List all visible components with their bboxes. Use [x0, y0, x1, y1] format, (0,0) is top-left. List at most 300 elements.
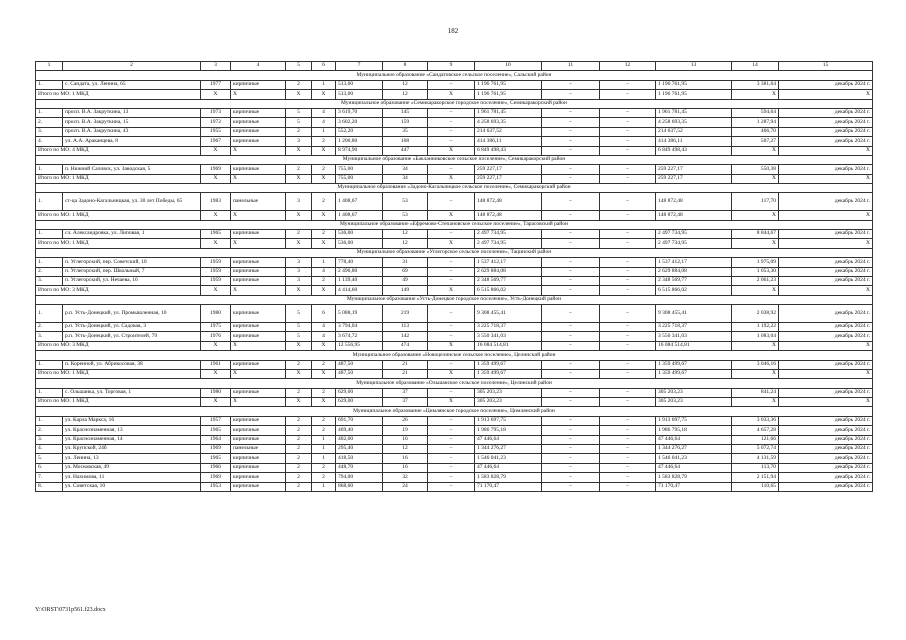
table-cell: Итого по МО: 1 МКД [36, 398, 201, 407]
table-cell: 12 [383, 80, 428, 89]
table-cell: 1 192,22 [732, 322, 779, 331]
table-cell: 1972 [201, 118, 231, 127]
table-cell: 1 196 761,95 [656, 90, 732, 99]
table-cell: – [542, 426, 600, 435]
table-cell: 1 200,80 [336, 137, 383, 146]
table-cell: 2. [36, 118, 63, 127]
table-cell: кирпичные [231, 127, 286, 136]
table-cell: 2 [312, 137, 336, 146]
table-cell: X [779, 398, 873, 407]
table-cell: кирпичные [231, 277, 286, 286]
table-cell: декабрь 2024 г. [779, 332, 873, 341]
table-cell: Муниципальное образование «Сандатовское сельское поселение», Сальский район [36, 71, 873, 80]
table-cell: X [286, 369, 312, 378]
table-cell: X [201, 286, 231, 295]
table-cell: – [600, 426, 656, 435]
table-cell: Муниципальное образование «Ольшанское сельское поселение», Целинский район [36, 379, 873, 388]
table-cell: – [600, 267, 656, 276]
table-cell: – [542, 463, 600, 472]
table-cell: 2 [286, 473, 312, 482]
table-cell: – [542, 146, 600, 155]
table-cell: 2 348 569,77 [475, 277, 542, 286]
table-cell: 1 [312, 80, 336, 89]
table-cell: Муниципальное образование «Усть-Донецкое городское поселение», Усть-Донецкий район [36, 295, 873, 304]
table-cell: 1969 [201, 473, 231, 482]
table-cell: 4 [312, 118, 336, 127]
table-cell: р.п. Усть-Донецкий, ул. Промышленная, 10 [63, 305, 201, 323]
table-cell: 259 227,17 [656, 165, 732, 174]
table-cell: 6 515 866,02 [656, 286, 732, 295]
table-cell: 469,40 [336, 426, 383, 435]
table-cell: декабрь 2024 г. [779, 80, 873, 89]
table-row [36, 80, 873, 89]
table-cell: Муниципальное образование «Углегорское сельское поселение», Тацинский район [36, 248, 873, 257]
table-cell: 9 308 455,41 [475, 305, 542, 323]
table-cell: X [201, 174, 231, 183]
table-cell: п. Углегорский, ул. Нечаева, 16 [63, 277, 201, 286]
table-cell: 6. [36, 463, 63, 472]
table-cell: 8. [36, 482, 63, 491]
table-cell: – [428, 80, 475, 89]
table-cell: – [542, 258, 600, 267]
table-cell: – [428, 322, 475, 331]
table-cell: 1 359 499,67 [475, 369, 542, 378]
table-cell: ул. Советская, 10 [63, 482, 201, 491]
total-row [36, 286, 873, 295]
table-cell: X [286, 286, 312, 295]
table-cell: X [312, 174, 336, 183]
table-cell: 1965 [201, 230, 231, 239]
table-cell: – [428, 463, 475, 472]
table-cell: 305 203,23 [475, 388, 542, 397]
table-cell: Муниципальное образование «Бакланниковское сельское поселение», Семикаракорский район [36, 155, 873, 164]
section-title-row [36, 99, 873, 108]
table-cell: 1. [36, 258, 63, 267]
table-cell: кирпичные [231, 165, 286, 174]
table-cell: 148 872,48 [656, 211, 732, 220]
table-cell: кирпичные [231, 305, 286, 323]
table-cell: 14 [732, 62, 779, 71]
table-cell: – [542, 445, 600, 454]
table-cell: – [600, 473, 656, 482]
table-cell: 2 [286, 416, 312, 425]
table-cell: 1 139,40 [336, 277, 383, 286]
table-cell: X [231, 369, 286, 378]
table-cell: 3 381,64 [732, 80, 779, 89]
table-cell: – [542, 322, 600, 331]
table-cell: п. Коренной, ул. Абрикосовая, 38 [63, 360, 201, 369]
table-cell: 3 794,04 [336, 322, 383, 331]
table-cell: ул. Нахимова, 11 [63, 473, 201, 482]
table-cell: – [542, 435, 600, 444]
table-cell: 1976 [201, 332, 231, 341]
table-cell: 1973 [201, 108, 231, 117]
table-row [36, 137, 873, 146]
table-cell: просп. В.А. Закруткина, 15 [63, 118, 201, 127]
table-cell: декабрь 2024 г. [779, 267, 873, 276]
table-cell: кирпичные [231, 426, 286, 435]
table-cell: 1. [36, 108, 63, 117]
table-cell: декабрь 2024 г. [779, 118, 873, 127]
table-cell: 2 497 734,95 [656, 239, 732, 248]
table-cell: 2 [312, 426, 336, 435]
table-cell: декабрь 2024 г. [779, 108, 873, 117]
table-cell: X [201, 90, 231, 99]
table-cell: X [428, 341, 475, 350]
table-cell: 1 359 499,67 [475, 360, 542, 369]
table-cell: 113 [383, 322, 428, 331]
table-cell: – [600, 174, 656, 183]
table-cell: X [312, 341, 336, 350]
table-cell: X [732, 369, 779, 378]
table-cell: 142 [383, 332, 428, 341]
table-cell: 1 [312, 445, 336, 454]
table-cell: – [428, 127, 475, 136]
table-cell: с. Ольшанка, ул. Торговая, 1 [63, 388, 201, 397]
table-cell: 1 287,94 [732, 118, 779, 127]
table-cell: 16 [383, 463, 428, 472]
table-cell: 629,00 [336, 398, 383, 407]
table-cell: – [428, 137, 475, 146]
table-row [36, 445, 873, 454]
section-title-row [36, 155, 873, 164]
table-cell: декабрь 2024 г. [779, 482, 873, 491]
table-cell: 2 [286, 388, 312, 397]
table-cell: 21 [383, 369, 428, 378]
table-cell: 2 [286, 463, 312, 472]
table-cell: – [428, 445, 475, 454]
table-cell: X [732, 146, 779, 155]
table-cell: Муниципальное образование «Семикаракорское городское поселение», Семикаракорский район [36, 99, 873, 108]
table-cell: X [286, 174, 312, 183]
table-cell: 16 084 514,81 [475, 341, 542, 350]
table-cell: 4 [231, 62, 286, 71]
table-cell: – [542, 211, 600, 220]
table-cell: 2. [36, 322, 63, 331]
table-cell: декабрь 2024 г. [779, 305, 873, 323]
table-cell: 2 [286, 230, 312, 239]
table-cell: 2 [286, 482, 312, 491]
table-cell: 1964 [201, 435, 231, 444]
table-cell: декабрь 2024 г. [779, 388, 873, 397]
table-cell: X [312, 90, 336, 99]
table-cell: 1. [36, 305, 63, 323]
table-cell: 1 546 041,23 [656, 454, 732, 463]
table-cell: 7. [36, 473, 63, 482]
table-cell: 1 986 795,18 [656, 426, 732, 435]
table-cell: 414 386,11 [475, 137, 542, 146]
table-cell: декабрь 2024 г. [779, 435, 873, 444]
table-cell: 2 [312, 277, 336, 286]
table-cell: 778,40 [336, 258, 383, 267]
table-cell: X [201, 146, 231, 155]
table-cell: Итого по МО: 3 МКД [36, 341, 201, 350]
table-cell: Итого по МО: 3 МКД [36, 286, 201, 295]
table-cell: 1966 [201, 463, 231, 472]
table-cell: 1969 [201, 165, 231, 174]
table-cell: декабрь 2024 г. [779, 454, 873, 463]
table-cell: X [779, 341, 873, 350]
table-cell: 2 [312, 388, 336, 397]
table-cell: X [286, 398, 312, 407]
table-cell: 4 258 693,35 [475, 118, 542, 127]
table-cell: 1961 [201, 360, 231, 369]
table-cell: – [600, 90, 656, 99]
housing-table [35, 61, 873, 492]
table-cell: 4 [312, 108, 336, 117]
section-title-row [36, 184, 873, 193]
table-cell: – [600, 193, 656, 211]
table-cell: 71 170,47 [475, 482, 542, 491]
table-cell: – [542, 165, 600, 174]
table-cell: – [542, 277, 600, 286]
table-cell: 1 913 697,75 [656, 416, 732, 425]
table-cell: – [542, 473, 600, 482]
table-cell: декабрь 2024 г. [779, 127, 873, 136]
table-cell: – [542, 127, 600, 136]
section-title-row [36, 407, 873, 416]
table-cell: 6 [312, 305, 336, 323]
table-cell: 1. [36, 416, 63, 425]
table-cell: 3. [36, 127, 63, 136]
table-cell: – [542, 305, 600, 323]
table-cell: 16 [383, 435, 428, 444]
total-row [36, 211, 873, 220]
table-cell: X [779, 369, 873, 378]
table-cell: 21 [383, 360, 428, 369]
table-cell: 113,70 [732, 463, 779, 472]
table-cell: 9 308 455,41 [656, 305, 732, 323]
table-row [36, 482, 873, 491]
table-row [36, 305, 873, 323]
table-cell: 108 [383, 137, 428, 146]
table-cell: 2 497 734,95 [656, 230, 732, 239]
table-cell: X [312, 286, 336, 295]
table-cell: – [600, 258, 656, 267]
table-cell: 12 [383, 90, 428, 99]
table-cell: декабрь 2024 г. [779, 445, 873, 454]
table-cell: – [428, 388, 475, 397]
table-cell: 755,00 [336, 165, 383, 174]
table-cell: – [542, 454, 600, 463]
table-cell: – [600, 146, 656, 155]
table-cell: 5 [286, 62, 312, 71]
table-cell: 12 [383, 445, 428, 454]
table-cell: 26 [383, 416, 428, 425]
table-cell: 12 [383, 239, 428, 248]
table-cell: – [600, 369, 656, 378]
table-cell: X [428, 90, 475, 99]
total-row [36, 90, 873, 99]
table-cell: р.п. Усть-Донецкий, ул. Садовая, 3 [63, 322, 201, 331]
table-cell: X [732, 341, 779, 350]
table-cell: кирпичные [231, 137, 286, 146]
table-cell: 121,66 [732, 435, 779, 444]
table-cell: Итого по МО: 4 МКД [36, 146, 201, 155]
table-cell: 868,60 [336, 482, 383, 491]
table-cell: 1 583 828,79 [475, 473, 542, 482]
table-cell: – [600, 463, 656, 472]
table-cell: 9 [428, 62, 475, 71]
table-cell: X [286, 239, 312, 248]
table-cell: 148 872,48 [656, 193, 732, 211]
table-cell: 10 [475, 62, 542, 71]
table-cell: – [428, 482, 475, 491]
table-cell: 4 131,59 [732, 454, 779, 463]
table-cell: – [542, 118, 600, 127]
table-cell: Итого по МО: 1 МКД [36, 239, 201, 248]
table-cell: 2 348 569,77 [656, 277, 732, 286]
table-cell: – [428, 267, 475, 276]
table-cell: 47 446,64 [656, 435, 732, 444]
table-cell: 466,70 [732, 127, 779, 136]
section-title-row [36, 379, 873, 388]
table-cell: – [600, 360, 656, 369]
table-cell: 2 [312, 165, 336, 174]
table-cell: 414 386,11 [656, 137, 732, 146]
table-cell: – [600, 482, 656, 491]
table-cell: 1. [36, 165, 63, 174]
table-cell: X [201, 211, 231, 220]
table-cell: 32 [383, 473, 428, 482]
table-cell: 755,00 [336, 174, 383, 183]
table-cell: – [600, 239, 656, 248]
table-cell: 5 072,74 [732, 445, 779, 454]
table-cell: 2. [36, 267, 63, 276]
table-row [36, 118, 873, 127]
table-cell: – [542, 416, 600, 425]
table-cell: 148 872,48 [475, 211, 542, 220]
table-cell: 5. [36, 454, 63, 463]
table-cell: – [428, 332, 475, 341]
table-cell: – [542, 332, 600, 341]
table-cell: 1955 [201, 127, 231, 136]
table-cell: X [231, 90, 286, 99]
table-cell: 2 [286, 426, 312, 435]
table-cell: 474 [383, 341, 428, 350]
table-cell: 1 359 499,67 [656, 369, 732, 378]
table-cell: декабрь 2024 г. [779, 416, 873, 425]
table-cell: – [542, 137, 600, 146]
section-title-row [36, 71, 873, 80]
table-cell: 214 637,52 [475, 127, 542, 136]
table-cell: – [600, 80, 656, 89]
table-cell: ул. Московская, 49 [63, 463, 201, 472]
table-cell: – [428, 435, 475, 444]
table-cell: 1. [36, 80, 63, 89]
table-cell: – [600, 322, 656, 331]
table-cell: 1. [36, 230, 63, 239]
table-cell: 513,00 [336, 80, 383, 89]
table-cell: – [542, 369, 600, 378]
table-cell: – [600, 341, 656, 350]
table-cell: 37 [383, 398, 428, 407]
table-cell: 1 986 795,18 [475, 426, 542, 435]
table-row [36, 127, 873, 136]
table-cell: 1 537 412,17 [656, 258, 732, 267]
table-cell: Муниципальное образование «Ефремово-Степановское сельское поселение», Тарасовский район [36, 220, 873, 229]
table-cell: 2 [286, 165, 312, 174]
table-cell: X [732, 211, 779, 220]
table-cell: 1 [36, 62, 63, 71]
table-cell: 4 [312, 332, 336, 341]
table-cell: – [600, 277, 656, 286]
table-cell: 2 [312, 193, 336, 211]
table-cell: 49 [383, 277, 428, 286]
table-cell: кирпичные [231, 463, 286, 472]
table-cell: 47 446,64 [656, 463, 732, 472]
table-cell: X [201, 369, 231, 378]
table-cell: 3 602,20 [336, 118, 383, 127]
table-cell: 1977 [201, 80, 231, 89]
table-cell: 2 [312, 360, 336, 369]
table-cell: X [312, 398, 336, 407]
table-cell: – [428, 360, 475, 369]
table-cell: – [542, 360, 600, 369]
table-cell: декабрь 2024 г. [779, 360, 873, 369]
total-row [36, 398, 873, 407]
table-cell: – [428, 416, 475, 425]
table-cell: декабрь 2024 г. [779, 137, 873, 146]
table-cell: 402,00 [336, 435, 383, 444]
table-cell: – [428, 193, 475, 211]
table-cell: 1980 [201, 305, 231, 323]
table-cell: 1 583 828,79 [656, 473, 732, 482]
table-cell: 19 [383, 426, 428, 435]
table-cell: декабрь 2024 г. [779, 322, 873, 331]
table-cell: – [428, 305, 475, 323]
table-cell: Итого по МО: 1 МКД [36, 90, 201, 99]
table-cell: – [600, 165, 656, 174]
table-cell: 71 170,47 [656, 482, 732, 491]
table-cell: 1983 [201, 193, 231, 211]
table-cell: X [428, 174, 475, 183]
section-title-row [36, 351, 873, 360]
table-cell: 3 [286, 137, 312, 146]
table-cell: 3. [36, 332, 63, 341]
table-cell: 841,24 [732, 388, 779, 397]
table-cell: X [732, 398, 779, 407]
header-row [36, 62, 873, 71]
table-cell: X [779, 146, 873, 155]
table-cell: 629,00 [336, 388, 383, 397]
table-cell: 1 408,67 [336, 193, 383, 211]
table-row [36, 322, 873, 331]
table-cell: – [600, 137, 656, 146]
table-cell: 1 975,09 [732, 258, 779, 267]
total-row [36, 174, 873, 183]
table-cell: 1 408,67 [336, 211, 383, 220]
table-cell: кирпичные [231, 322, 286, 331]
table-row [36, 277, 873, 286]
table-cell: Итого по МО: 1 МКД [36, 369, 201, 378]
total-row [36, 146, 873, 155]
table-cell: – [542, 341, 600, 350]
table-cell: кирпичные [231, 360, 286, 369]
table-cell: 448,70 [336, 463, 383, 472]
table-cell: X [286, 90, 312, 99]
table-cell: 8 844,67 [732, 230, 779, 239]
table-row [36, 435, 873, 444]
total-row [36, 369, 873, 378]
table-cell: – [428, 277, 475, 286]
table-cell: ул. Краснознаменная, 13 [63, 426, 201, 435]
table-row [36, 230, 873, 239]
table-cell: 1975 [201, 322, 231, 331]
table-cell: 295,40 [336, 445, 383, 454]
table-cell: Муниципальное образование «Задоно-Кагальницкое сельское поселение», Семикаракорский район [36, 184, 873, 193]
table-cell: панельные [231, 193, 286, 211]
